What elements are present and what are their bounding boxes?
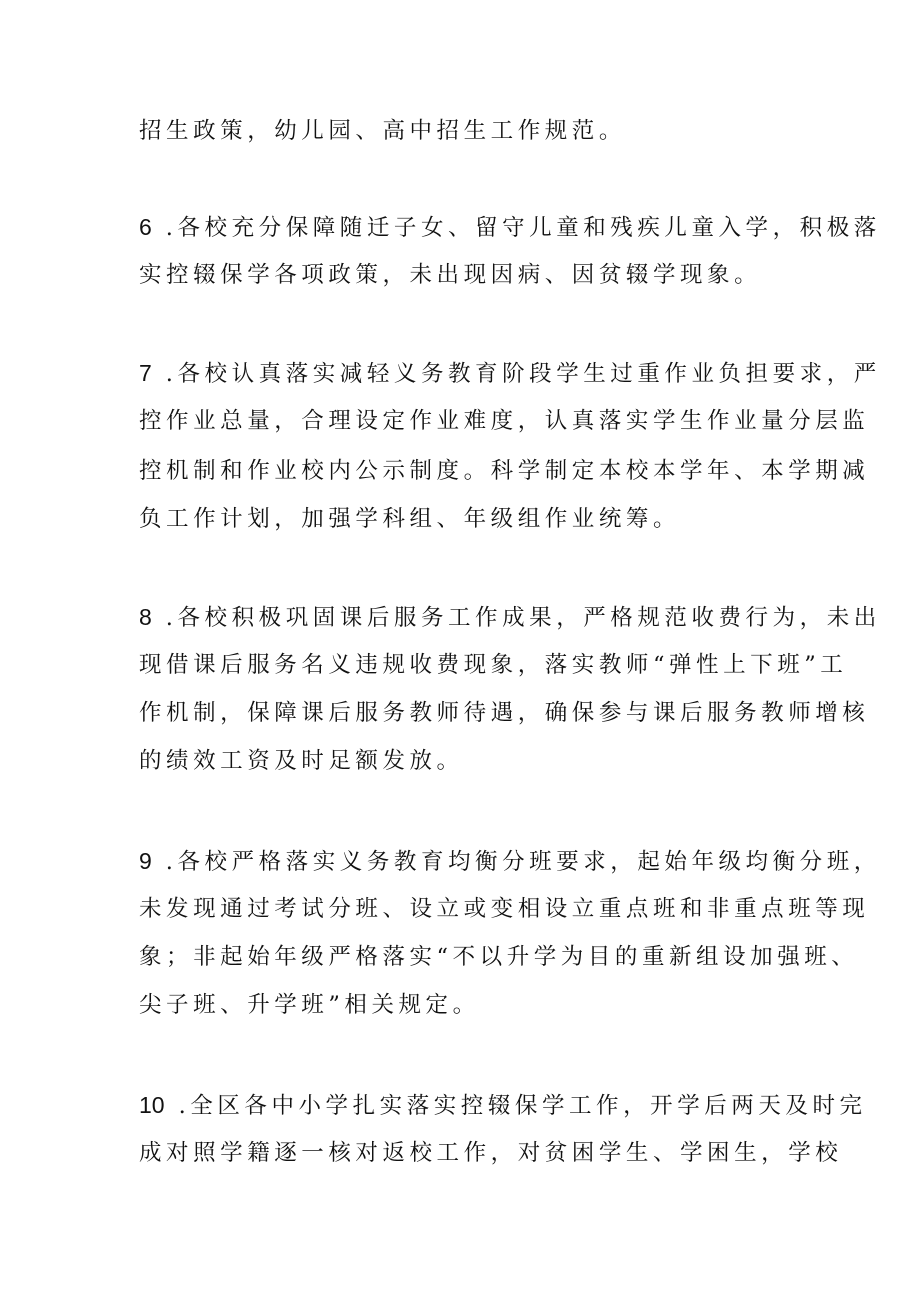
text-line: 成对照学籍逐一核对返校工作，对贫困学生、学困生，学校 xyxy=(139,1140,843,1166)
text-line: 控作业总量，合理设定作业难度，认真落实学生作业量分层监 xyxy=(139,408,870,434)
text-run: .各校积极巩固课后服务工作成果，严格规范收费行为，未出 xyxy=(165,605,881,631)
text-line xyxy=(139,358,881,389)
text-line xyxy=(139,1090,867,1121)
text-line: 现借课后服务名义违规收费现象，落实教师“弹性上下班”工 xyxy=(139,652,848,678)
text-run: .各校严格落实义务教育均衡分班要求，起始年级均衡分班， xyxy=(165,849,881,875)
text-run: .全区各中小学扎实落实控辍保学工作，开学后两天及时完 xyxy=(178,1093,867,1119)
text-run: .各校充分保障随迁子女、留守儿童和残疾儿童入学，积极落 xyxy=(165,215,881,241)
paragraph-number: 8 xyxy=(139,604,152,630)
text-line: 未发现通过考试分班、设立或变相设立重点班和非重点班等现 xyxy=(139,896,870,922)
text-line xyxy=(139,212,881,243)
text-line: 作机制，保障课后服务教师待遇，确保参与课后服务教师增核 xyxy=(139,700,870,726)
text-line: 象；非起始年级严格落实“不以升学为目的重新组设加强班、 xyxy=(139,944,859,970)
paragraph-number: 9 xyxy=(139,848,152,874)
text-line: 招生政策，幼儿园、高中招生工作规范。 xyxy=(139,118,626,144)
paragraph-number: 6 xyxy=(139,214,152,240)
paragraph-number: 7 xyxy=(139,360,152,386)
text-line: 实控辍保学各项政策，未出现因病、因贫辍学现象。 xyxy=(139,262,762,288)
text-line xyxy=(139,602,881,633)
paragraph-number: 10 xyxy=(139,1092,165,1118)
text-line: 的绩效工资及时足额发放。 xyxy=(139,748,464,774)
text-line xyxy=(139,846,881,877)
text-line: 尖子班、升学班”相关规定。 xyxy=(139,992,480,1018)
text-line: 控机制和作业校内公示制度。科学制定本校本学年、本学期减 xyxy=(139,458,870,484)
text-line: 负工作计划，加强学科组、年级组作业统筹。 xyxy=(139,506,681,532)
text-run: .各校认真落实减轻义务教育阶段学生过重作业负担要求，严 xyxy=(165,361,881,387)
